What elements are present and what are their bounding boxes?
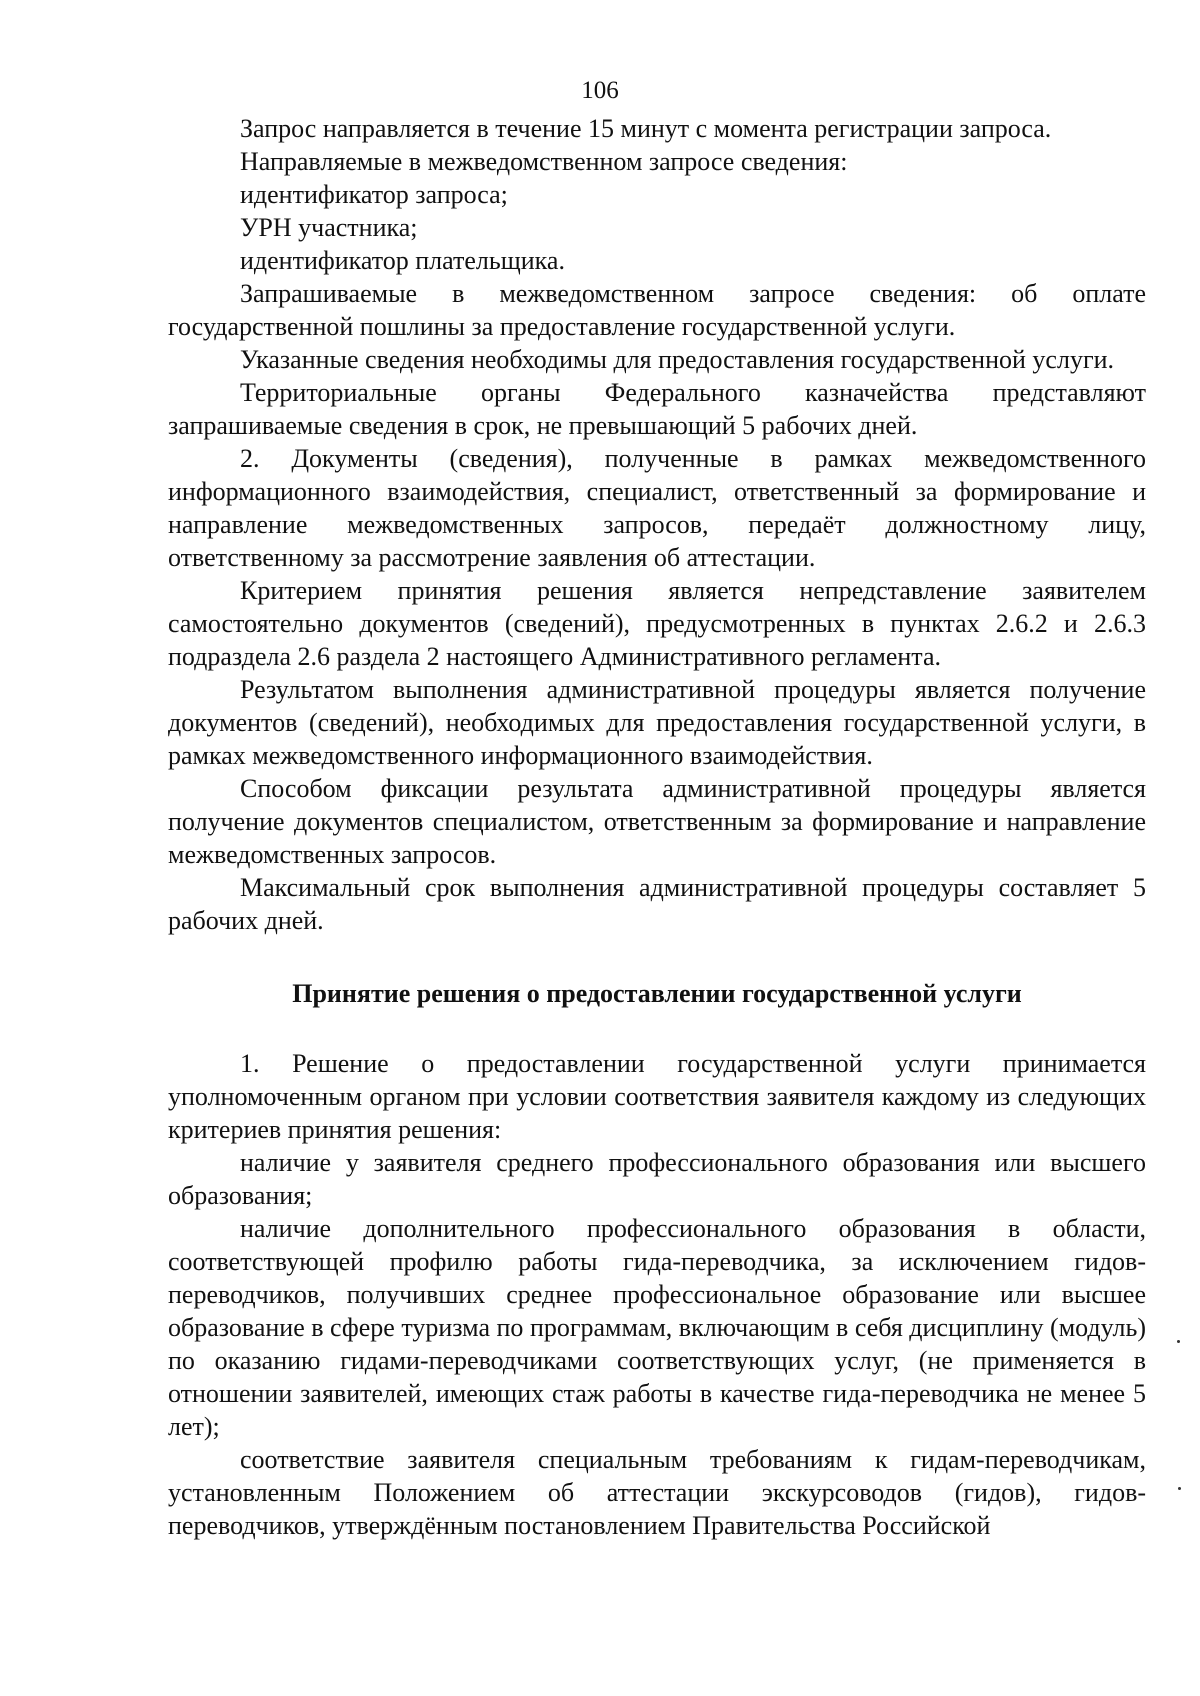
- section-heading: Принятие решения о предоставлении государственной услуги: [292, 979, 1022, 1008]
- document-body: [168, 112, 1146, 1542]
- paragraph: идентификатор запроса;: [240, 180, 508, 209]
- paragraph: наличие дополнительного профессионального образования в области, соответствующей профилю работы гида-переводчика, за исключением гидов-переводчиков, получивших среднее профессиональное образование или высшее образование в сфере туризма по программам, включающим в себя дисциплину (модуль) по оказанию гидами-переводчиками соответствующих услуг, (не применяется в отношении заявителей, имеющих стаж работы в качестве гида-переводчика не менее 5 лет);: [168, 1214, 1146, 1441]
- paragraph: наличие у заявителя среднего профессионального образования или высшего образования;: [168, 1148, 1146, 1210]
- paragraph: Запрашиваемые в межведомственном запросе сведения: об оплате государственной пошлины за предоставление государственной услуги.: [168, 279, 1146, 341]
- paragraph: УРН участника;: [240, 213, 418, 242]
- paragraph: Результатом выполнения административной процедуры является получение документов (сведений), необходимых для предоставления государственной услуги, в рамках межведомственного информационного взаимодействия.: [168, 675, 1146, 770]
- page-number: 106: [581, 77, 619, 104]
- scan-speck-mark: [1178, 1487, 1181, 1490]
- paragraph: Максимальный срок выполнения административной процедуры составляет 5 рабочих дней.: [168, 873, 1146, 935]
- paragraph: идентификатор плательщика.: [240, 246, 565, 275]
- paragraph: соответствие заявителя специальным требованиям к гидам-переводчикам, установленным Положением об аттестации экскурсоводов (гидов), гидов-переводчиков, утверждённым постановлением Правительства Российской: [168, 1445, 1146, 1540]
- paragraph: 1. Решение о предоставлении государственной услуги принимается уполномоченным органом при условии соответствия заявителя каждому из следующих критериев принятия решения:: [168, 1049, 1146, 1144]
- paragraph: Направляемые в межведомственном запросе сведения:: [240, 147, 848, 176]
- paragraph: Запрос направляется в течение 15 минут с момента регистрации запроса.: [240, 114, 1052, 143]
- paragraph: 2. Документы (сведения), полученные в рамках межведомственного информационного взаимодействия, специалист, ответственный за формирование и направление межведомственных запросов, передаёт должностному лицу, ответственному за рассмотрение заявления об аттестации.: [168, 444, 1146, 572]
- scan-speck-mark: [1177, 1340, 1180, 1343]
- paragraph: Способом фиксации результата административной процедуры является получение документов специалистом, ответственным за формирование и направление межведомственных запросов.: [168, 774, 1146, 869]
- paragraph: Территориальные органы Федерального казначейства представляют запрашиваемые сведения в срок, не превышающий 5 рабочих дней.: [168, 378, 1146, 440]
- paragraph: Критерием принятия решения является непредставление заявителем самостоятельно документов (сведений), предусмотренных в пунктах 2.6.2 и 2.6.3 подраздела 2.6 раздела 2 настоящего Административного регламента.: [168, 576, 1146, 671]
- paragraph: Указанные сведения необходимы для предоставления государственной услуги.: [240, 345, 1115, 374]
